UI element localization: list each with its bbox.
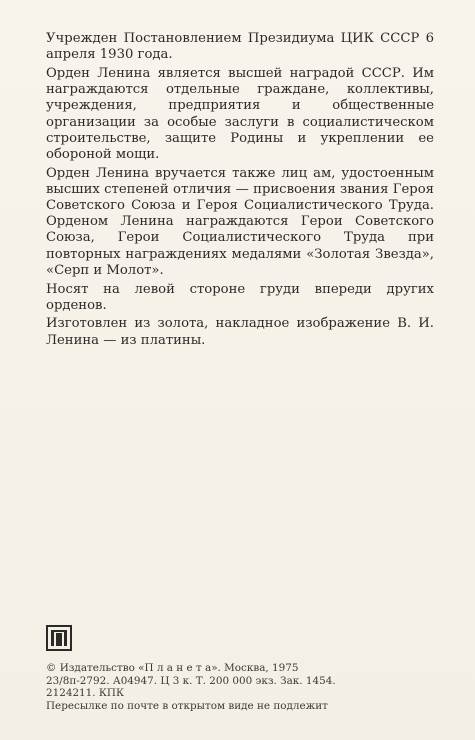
imprint-print-codes-line: 23/8п-2792. А04947. Ц 3 к. Т. 200 000 экз. Зак. 1454.	[46, 674, 336, 687]
paragraph-highest-award: Орден Ленина является высшей наградой СССР. Им награждаются отдельные граждане, коллективы, учреждения, предприятия и общественные организации за особые заслуги в социалистическом строительстве, защите Родины и укреплении ее обороной мощи.	[46, 65, 434, 162]
planeta-publisher-logo-icon	[46, 625, 72, 651]
paragraph-established: Учрежден Постановлением Президиума ЦИК СССР 6 апреля 1930 года.	[46, 31, 434, 63]
paragraph-heroes: Орден Ленина вручается также лиц ам, удостоенным высших степеней отличия — присвоения звания Героя Советского Союза и Героя Социалистического Труда. Орденом Ленина награждаются Герои Советского Союза, Герои Социалистического Труда при повторных награждениях медалями «Золотая Звезда», «Серп и Молот».	[46, 165, 434, 278]
paragraph-wearing: Носят на левой стороне груди впереди других орденов.	[46, 281, 434, 313]
imprint-publisher-line: © Издательство «П л а н е т а». Москва, 1975	[46, 662, 299, 674]
imprint-mailing-notice: Пересылке по почте в открытом виде не подлежит	[46, 699, 328, 712]
order-description	[46, 31, 434, 351]
paragraph-material: Изготовлен из золота, накладное изображение В. И. Ленина — из платины.	[46, 316, 434, 348]
publisher-imprint	[46, 662, 416, 712]
imprint-catalog-line: 2124211. КПК	[46, 687, 125, 700]
